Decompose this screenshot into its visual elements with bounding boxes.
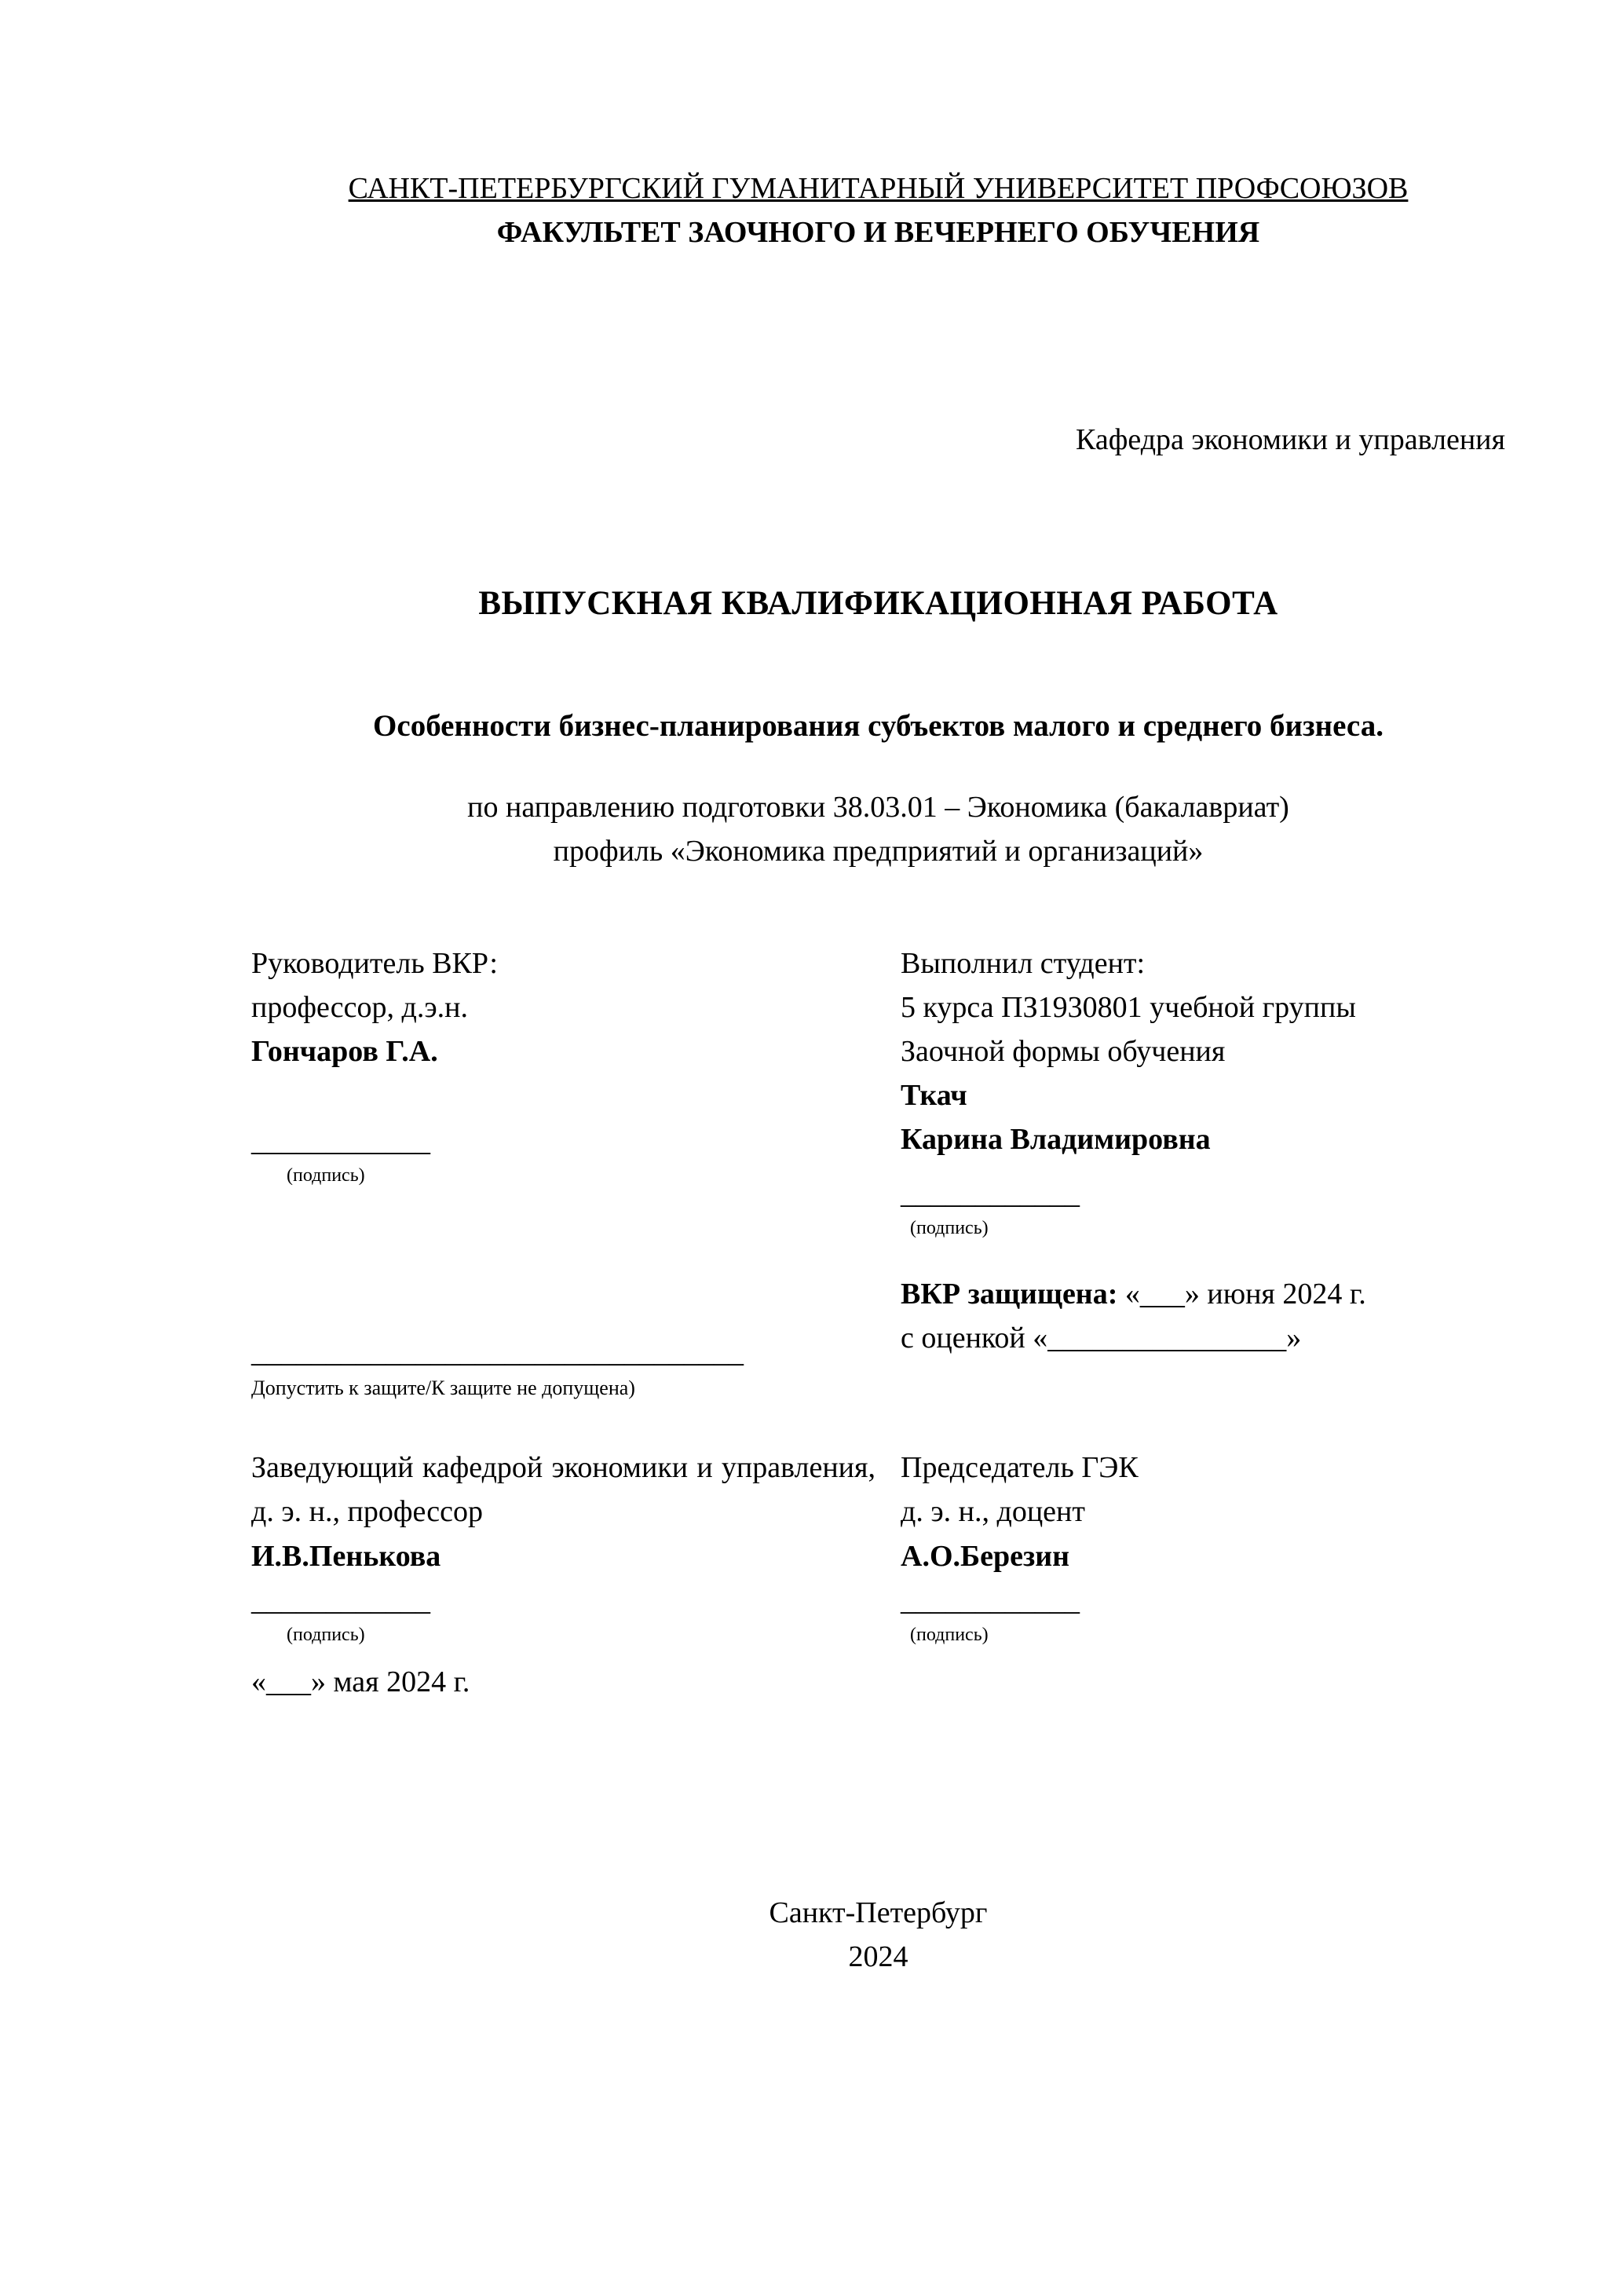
student-signature-line: ____________ [901,1176,1080,1210]
footer-block [251,1891,1505,1979]
head-signature-line: ____________ [251,1583,430,1617]
gek-chair-degree: д. э. н., доцент [901,1495,1085,1529]
student-signature-caption: (подпись) [910,1217,989,1238]
head-of-department-title: Заведующий кафедрой экономики и управления, д. э. н., профессор [251,1451,875,1529]
gek-chair-block [901,1446,1505,1704]
gek-chair-signature-caption: (подпись) [910,1625,989,1646]
head-date-line: «___» мая 2024 г. [251,1665,470,1698]
admission-caption: Допустить к защите/К защите не допущена) [251,1376,635,1399]
defense-grade-line: с оценкой «________________» [901,1321,1302,1355]
student-label: Выполнил студент: [901,946,1146,980]
thesis-title: Особенности бизнес-планирования субъектов малого и среднего бизнеса. [373,709,1384,744]
student-form: Заочной формы обучения [901,1034,1226,1068]
student-group: 5 курса ПЗ1930801 учебной группы [901,990,1356,1024]
defense-date-line [901,1272,1505,1316]
supervisor-degree: профессор, д.э.н. [251,990,468,1024]
supervisor-label: Руководитель ВКР: [251,946,498,980]
gek-chair-name: А.О.Березин [901,1539,1070,1573]
supervisor-block [251,941,875,1242]
direction-line: по направлению подготовки 38.03.01 – Экономика (бакалавриат) [467,791,1289,824]
gek-chair-label: Председатель ГЭК [901,1451,1139,1485]
defense-block [901,1272,1505,1403]
defense-label: ВКР защищена: [901,1277,1118,1311]
footer-year: 2024 [848,1940,908,1974]
admission-block [251,1330,875,1403]
head-signature-caption: (подпись) [287,1625,365,1646]
department-name: Кафедра экономики и управления [1076,423,1505,457]
supervisor-signature-line: ____________ [251,1124,430,1158]
direction-block [251,785,1505,873]
head-of-department-name: И.В.Пенькова [251,1539,441,1573]
admission-line: _________________________________ [251,1335,744,1369]
work-type-heading: ВЫПУСКНАЯ КВАЛИФИКАЦИОННАЯ РАБОТА [478,584,1278,622]
defense-date-part: «___» июня 2024 г. [1117,1277,1366,1311]
supervisor-signature-caption: (подпись) [287,1165,365,1186]
faculty-name: ФАКУЛЬТЕТ ЗАОЧНОГО И ВЕЧЕРНЕГО ОБУЧЕНИЯ [496,216,1260,250]
head-of-department-block [251,1446,875,1704]
student-name: Карина Владимировна [901,1123,1211,1157]
gek-chair-signature-line: ____________ [901,1583,1080,1617]
profile-line: профиль «Экономика предприятий и организаций» [553,835,1204,868]
supervisor-name: Гончаров Г.А. [251,1034,438,1068]
student-surname: Ткач [901,1079,967,1113]
student-block [901,941,1505,1242]
footer-city: Санкт-Петербург [769,1896,988,1929]
signature-columns [251,941,1505,1704]
university-name: САНКТ-ПЕТЕРБУРГСКИЙ ГУМАНИТАРНЫЙ УНИВЕРСИТЕТ ПРОФСОЮЗОВ [348,172,1409,205]
